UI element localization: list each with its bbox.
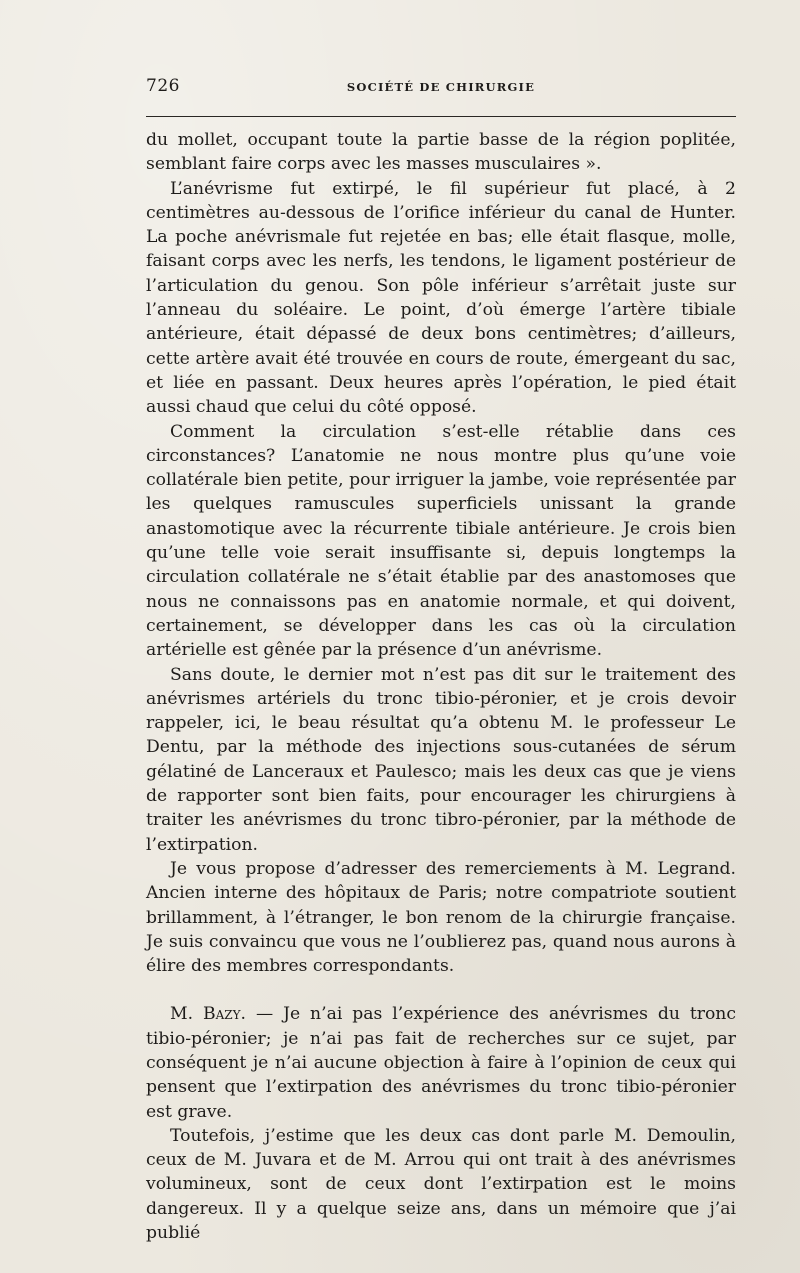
page-number: 726 bbox=[146, 76, 180, 96]
header-rule bbox=[146, 116, 736, 117]
running-title: SOCIÉTÉ DE CHIRURGIE bbox=[346, 80, 536, 94]
paragraph-2: L’anévrisme fut extirpé, le fil supérieur fut placé, à 2 centimètres au-dessous de l’orifice inférieur du canal de Hunter. La poche anévrismale fut rejetée en bas; elle était flasque, molle, faisant corps avec les nerfs, les tendons, le ligament postérieur de l’articulation du genou. Son pôle inférieur s’arrêtait juste sur l’anneau du soléaire. Le point, d’où émerge l’artère tibiale antérieure, était dépassé de deux bons centimètres; d’ailleurs, cette artère avait été trouvée en cours de route, émergeant du sac, et liée en passant. Deux heures après l’opération, le pied était aussi chaud que celui du côté opposé. bbox=[146, 178, 736, 418]
paragraph-5: Je vous propose d’adresser des remerciements à M. Legrand. Ancien interne des hôpitaux de Paris; notre compatriote soutient brillamment, à l’étranger, le bon renom de la chirurgie française. Je suis convaincu que vous ne l’oublierez pas, quand nous aurons à élire des membres correspondants. bbox=[146, 858, 736, 977]
paragraph-1: du mollet, occupant toute la partie basse de la région poplitée, semblant faire corps avec les masses musculaires ». bbox=[146, 130, 736, 175]
paragraph-3: Comment la circulation s’est-elle rétablie dans ces circonstances? L’anatomie ne nous montre plus qu’une voie collatérale bien petite, pour irriguer la jambe, voie représentée par les quelques ramuscules superficiels unissant la grande anastomotique avec la récurrente tibiale antérieure. Je crois bien qu’une telle voie serait insuffisante si, depuis longtemps la circulation collatérale ne s’était établie par des anastomoses que nous ne connaissons pas en anatomie normale, et qui doivent, certainement, se développer dans les cas où la circulation artérielle est gênée par la présence d’un anévrisme. bbox=[146, 421, 736, 661]
speaker-name: M. Bazy. bbox=[170, 1004, 247, 1025]
paragraph-bazy bbox=[146, 1002, 736, 1123]
page-header bbox=[146, 76, 736, 102]
paragraph-4: Sans doute, le dernier mot n’est pas dit sur le traitement des anévrismes artériels du tronc tibio-péronier, et je crois devoir rappeler, ici, le beau résultat qu’a obtenu M. le professeur Le Dentu, par la méthode des injections sous-cutanées de sérum gélatiné de Lanceraux et Paulesco; mais les deux cas que je viens de rapporter sont bien faits, pour encourager les chirurgiens à traiter les anévrismes du tronc tibro-péronier, par la méthode de l’extirpation. bbox=[146, 664, 736, 855]
paragraph-last: Toutefois, j’estime que les deux cas dont parle M. Demoulin, ceux de M. Juvara et de M. Arrou qui ont trait à des anévrismes volumineux, sont de ceux dont l’extirpation est le moins dangereux. Il y a quelque seize ans, dans un mémoire que j’ai publié bbox=[146, 1125, 736, 1244]
bazy-text: — Je n’ai pas l’expérience des anévrismes du tronc tibio-péronier; je n’ai pas fait de recherches sur ce sujet, par conséquent je n’ai aucune objection à faire à l’opinion de ceux qui pensent que l’extirpation des anévrismes du tronc tibio-péronier est grave. bbox=[146, 1004, 736, 1122]
body-text bbox=[146, 128, 736, 1245]
